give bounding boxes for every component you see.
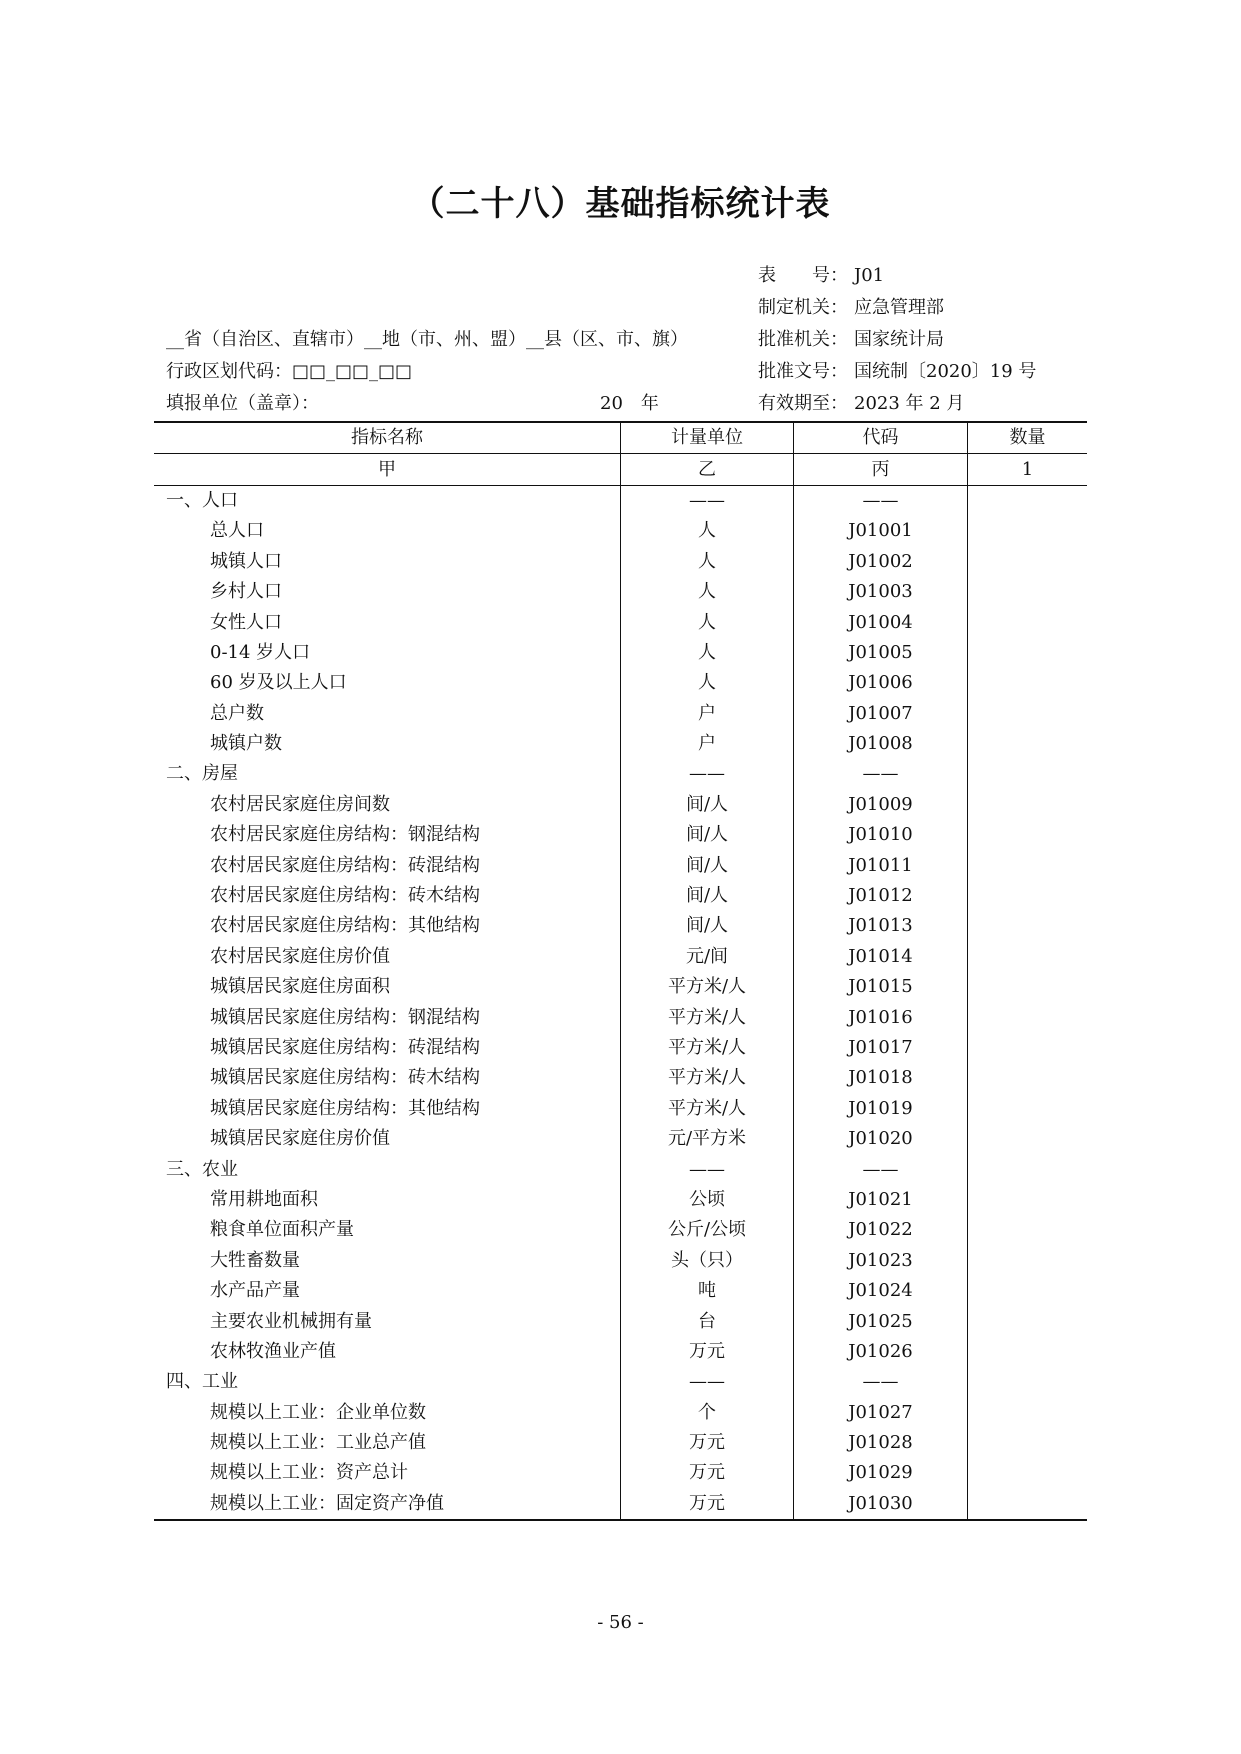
unit-cell: 公斤/公顷 bbox=[621, 1215, 794, 1245]
quantity-input-cell[interactable] bbox=[968, 820, 1088, 850]
quantity-input-cell[interactable] bbox=[968, 1154, 1088, 1184]
table-row bbox=[154, 820, 1087, 850]
code-cell: J01020 bbox=[794, 1124, 968, 1154]
code-cell: J01019 bbox=[794, 1094, 968, 1124]
quantity-input-cell[interactable] bbox=[968, 668, 1088, 698]
unit-cell: 头（只） bbox=[621, 1246, 794, 1276]
indicator-name-cell: 水产品产量 bbox=[210, 1280, 300, 1302]
unit-cell: 平方米/人 bbox=[621, 1094, 794, 1124]
quantity-input-cell[interactable] bbox=[968, 1094, 1088, 1124]
section-row bbox=[154, 1154, 1087, 1184]
quantity-input-cell[interactable] bbox=[968, 1306, 1088, 1336]
indicator-name-cell: 规模以上工业：资产总计 bbox=[210, 1462, 408, 1484]
code-cell: J01029 bbox=[794, 1458, 968, 1488]
code-cell: J01014 bbox=[794, 942, 968, 972]
issuer-label: 制定机关： bbox=[758, 297, 848, 318]
indicator-name-cell: 一、人口 bbox=[166, 489, 238, 511]
quantity-input-cell[interactable] bbox=[968, 790, 1088, 820]
approval-doc-value: 国统制〔2020〕19 号 bbox=[854, 361, 1037, 382]
code-cell: J01022 bbox=[794, 1215, 968, 1245]
quantity-input-cell[interactable] bbox=[968, 1489, 1088, 1520]
indicator-name-cell: 总人口 bbox=[210, 520, 264, 542]
quantity-input-cell[interactable] bbox=[968, 1215, 1088, 1245]
table-row bbox=[154, 881, 1087, 911]
code-cell: J01021 bbox=[794, 1185, 968, 1215]
quantity-input-cell[interactable] bbox=[968, 942, 1088, 972]
indicator-name-cell: 规模以上工业：工业总产值 bbox=[210, 1432, 426, 1454]
unit-cell: 万元 bbox=[621, 1337, 794, 1367]
indicator-name-cell: 农村居民家庭住房结构：砖混结构 bbox=[210, 854, 480, 876]
reporting-unit-label: 填报单位（盖章）： bbox=[166, 393, 319, 414]
unit-cell: 台 bbox=[621, 1306, 794, 1336]
indicator-name-cell: 0-14 岁人口 bbox=[210, 641, 311, 663]
unit-cell: 人 bbox=[621, 638, 794, 668]
quantity-input-cell[interactable] bbox=[968, 1458, 1088, 1488]
unit-cell: 人 bbox=[621, 577, 794, 607]
code-cell: J01015 bbox=[794, 972, 968, 1002]
code-cell: J01010 bbox=[794, 820, 968, 850]
table-number-label: 表 号： bbox=[758, 265, 848, 286]
approver-row bbox=[758, 324, 1036, 356]
unit-cell: 元/平方米 bbox=[621, 1124, 794, 1154]
unit-cell: 平方米/人 bbox=[621, 1002, 794, 1032]
table-row bbox=[154, 729, 1087, 759]
quantity-input-cell[interactable] bbox=[968, 1367, 1088, 1397]
quantity-input-cell[interactable] bbox=[968, 485, 1088, 516]
indicator-name-cell: 城镇户数 bbox=[210, 733, 282, 755]
unit-cell: 平方米/人 bbox=[621, 1063, 794, 1093]
table-row bbox=[154, 547, 1087, 577]
subheader-yi: 乙 bbox=[621, 454, 794, 485]
code-cell: J01016 bbox=[794, 1002, 968, 1032]
quantity-input-cell[interactable] bbox=[968, 1185, 1088, 1215]
table-row bbox=[154, 1124, 1087, 1154]
code-cell: J01011 bbox=[794, 850, 968, 880]
indicator-name-cell: 总户数 bbox=[210, 702, 264, 724]
unit-cell: 间/人 bbox=[621, 850, 794, 880]
section-row bbox=[154, 759, 1087, 789]
quantity-input-cell[interactable] bbox=[968, 577, 1088, 607]
quantity-input-cell[interactable] bbox=[968, 972, 1088, 1002]
unit-cell: 平方米/人 bbox=[621, 972, 794, 1002]
code-cell: J01012 bbox=[794, 881, 968, 911]
unit-cell: 个 bbox=[621, 1398, 794, 1428]
subheader-bing: 丙 bbox=[794, 454, 968, 485]
table-row bbox=[154, 607, 1087, 637]
table-row bbox=[154, 1337, 1087, 1367]
indicator-name-cell: 常用耕地面积 bbox=[210, 1188, 318, 1210]
unit-cell: 间/人 bbox=[621, 820, 794, 850]
table-row bbox=[154, 850, 1087, 880]
unit-cell: 人 bbox=[621, 516, 794, 546]
quantity-input-cell[interactable] bbox=[968, 1398, 1088, 1428]
indicator-name-cell: 规模以上工业：企业单位数 bbox=[210, 1401, 426, 1423]
code-cell: J01030 bbox=[794, 1489, 968, 1520]
quantity-input-cell[interactable] bbox=[968, 759, 1088, 789]
table-row bbox=[154, 1246, 1087, 1276]
indicator-name-cell: 60 岁及以上人口 bbox=[210, 672, 347, 694]
table-row bbox=[154, 1428, 1087, 1458]
report-year: 20 年 bbox=[600, 393, 659, 414]
code-cell: —— bbox=[794, 759, 968, 789]
approval-doc-row bbox=[758, 356, 1036, 388]
unit-cell: 户 bbox=[621, 729, 794, 759]
unit-cell: 万元 bbox=[621, 1489, 794, 1520]
code-cell: J01024 bbox=[794, 1276, 968, 1306]
approval-doc-label: 批准文号： bbox=[758, 361, 848, 382]
table-row bbox=[154, 668, 1087, 698]
code-cell: J01003 bbox=[794, 577, 968, 607]
table-row bbox=[154, 972, 1087, 1002]
code-cell: J01018 bbox=[794, 1063, 968, 1093]
table-row bbox=[154, 1398, 1087, 1428]
quantity-input-cell[interactable] bbox=[968, 607, 1088, 637]
code-cell: J01028 bbox=[794, 1428, 968, 1458]
issuer-row bbox=[758, 292, 1036, 324]
quantity-input-cell[interactable] bbox=[968, 850, 1088, 880]
header-unit: 计量单位 bbox=[621, 422, 794, 454]
unit-cell: 人 bbox=[621, 547, 794, 577]
quantity-input-cell[interactable] bbox=[968, 1002, 1088, 1032]
approver-label: 批准机关： bbox=[758, 329, 848, 350]
code-cell: J01008 bbox=[794, 729, 968, 759]
table-row bbox=[154, 1094, 1087, 1124]
table-row bbox=[154, 699, 1087, 729]
table-row bbox=[154, 1489, 1087, 1520]
quantity-input-cell[interactable] bbox=[968, 1124, 1088, 1154]
quantity-input-cell[interactable] bbox=[968, 516, 1088, 546]
quantity-input-cell[interactable] bbox=[968, 729, 1088, 759]
table-row bbox=[154, 942, 1087, 972]
header-indicator-name: 指标名称 bbox=[154, 422, 621, 454]
indicator-name-cell: 城镇人口 bbox=[210, 550, 282, 572]
quantity-input-cell[interactable] bbox=[968, 699, 1088, 729]
unit-cell: 人 bbox=[621, 668, 794, 698]
quantity-input-cell[interactable] bbox=[968, 881, 1088, 911]
table-row bbox=[154, 1276, 1087, 1306]
indicator-name-cell: 大牲畜数量 bbox=[210, 1249, 300, 1271]
code-cell: —— bbox=[794, 1154, 968, 1184]
code-cell: J01002 bbox=[794, 547, 968, 577]
indicator-name-cell: 规模以上工业：固定资产净值 bbox=[154, 1489, 621, 1520]
table-row bbox=[154, 911, 1087, 941]
unit-cell: —— bbox=[621, 1367, 794, 1397]
valid-until-row bbox=[758, 388, 1036, 420]
unit-cell: 万元 bbox=[621, 1458, 794, 1488]
table-row bbox=[154, 577, 1087, 607]
table-header-row bbox=[154, 422, 1087, 454]
table-subheader-row bbox=[154, 454, 1087, 485]
header-code: 代码 bbox=[794, 422, 968, 454]
indicator-name-cell: 城镇居民家庭住房面积 bbox=[210, 976, 390, 998]
code-cell: J01027 bbox=[794, 1398, 968, 1428]
valid-until-label: 有效期至： bbox=[758, 393, 848, 414]
approver-value: 国家统计局 bbox=[854, 329, 944, 350]
indicator-name-cell: 粮食单位面积产量 bbox=[210, 1219, 354, 1241]
section-row bbox=[154, 1367, 1087, 1397]
page-number: - 56 - bbox=[597, 1612, 644, 1633]
quantity-input-cell[interactable] bbox=[968, 1033, 1088, 1063]
indicator-name-cell: 城镇居民家庭住房结构：其他结构 bbox=[210, 1097, 480, 1119]
indicator-name-cell: 四、工业 bbox=[166, 1371, 238, 1393]
unit-cell: —— bbox=[621, 485, 794, 516]
unit-cell: 吨 bbox=[621, 1276, 794, 1306]
page-title: （二十八）基础指标统计表 bbox=[410, 184, 831, 224]
valid-until-value: 2023 年 2 月 bbox=[854, 393, 965, 414]
unit-cell: 间/人 bbox=[621, 881, 794, 911]
table-row bbox=[154, 1458, 1087, 1488]
form-meta-block bbox=[758, 260, 1036, 420]
table-body bbox=[154, 485, 1087, 1520]
unit-cell: 间/人 bbox=[621, 911, 794, 941]
code-cell: J01017 bbox=[794, 1033, 968, 1063]
region-line: __省（自治区、直辖市）__地（市、州、盟）__县（区、市、旗） bbox=[166, 329, 688, 350]
table-row bbox=[154, 1063, 1087, 1093]
quantity-input-cell[interactable] bbox=[968, 1246, 1088, 1276]
indicator-name-cell: 农村居民家庭住房结构：砖木结构 bbox=[210, 885, 480, 907]
indicator-name-cell: 农村居民家庭住房结构：钢混结构 bbox=[210, 824, 480, 846]
quantity-input-cell[interactable] bbox=[968, 638, 1088, 668]
indicator-name-cell: 农林牧渔业产值 bbox=[210, 1340, 336, 1362]
subheader-1: 1 bbox=[968, 454, 1088, 485]
quantity-input-cell[interactable] bbox=[968, 547, 1088, 577]
indicator-name-cell: 乡村人口 bbox=[210, 581, 282, 603]
quantity-input-cell[interactable] bbox=[968, 1276, 1088, 1306]
code-cell: J01025 bbox=[794, 1306, 968, 1336]
code-cell: J01009 bbox=[794, 790, 968, 820]
code-cell: J01023 bbox=[794, 1246, 968, 1276]
table-row bbox=[154, 1002, 1087, 1032]
admin-code-field: 行政区划代码：□□_□□_□□ bbox=[166, 361, 413, 382]
table-number-row bbox=[758, 260, 1036, 292]
indicator-name-cell: 农村居民家庭住房价值 bbox=[210, 945, 390, 967]
unit-cell: 平方米/人 bbox=[621, 1033, 794, 1063]
table-row bbox=[154, 638, 1087, 668]
indicator-name-cell: 女性人口 bbox=[210, 611, 282, 633]
quantity-input-cell[interactable] bbox=[968, 911, 1088, 941]
quantity-input-cell[interactable] bbox=[968, 1063, 1088, 1093]
code-cell: —— bbox=[794, 485, 968, 516]
code-cell: —— bbox=[794, 1367, 968, 1397]
indicator-name-cell: 三、农业 bbox=[166, 1158, 238, 1180]
code-cell: J01006 bbox=[794, 668, 968, 698]
section-row bbox=[154, 485, 1087, 516]
code-cell: J01007 bbox=[794, 699, 968, 729]
code-cell: J01005 bbox=[794, 638, 968, 668]
code-cell: J01026 bbox=[794, 1337, 968, 1367]
unit-cell: 间/人 bbox=[621, 790, 794, 820]
indicator-name-cell: 城镇居民家庭住房价值 bbox=[210, 1128, 390, 1150]
code-cell: J01001 bbox=[794, 516, 968, 546]
subheader-jia: 甲 bbox=[154, 454, 621, 485]
indicator-name-cell: 农村居民家庭住房间数 bbox=[210, 793, 390, 815]
quantity-input-cell[interactable] bbox=[968, 1337, 1088, 1367]
code-cell: J01004 bbox=[794, 607, 968, 637]
table-row bbox=[154, 790, 1087, 820]
table-number-value: J01 bbox=[854, 265, 885, 286]
indicator-table bbox=[154, 421, 1087, 1521]
header-quantity: 数量 bbox=[968, 422, 1088, 454]
unit-cell: 万元 bbox=[621, 1428, 794, 1458]
indicator-name-cell: 城镇居民家庭住房结构：砖混结构 bbox=[210, 1037, 480, 1058]
indicator-name-cell: 城镇居民家庭住房结构：砖木结构 bbox=[210, 1067, 480, 1089]
unit-cell: —— bbox=[621, 759, 794, 789]
table-row bbox=[154, 1215, 1087, 1245]
code-cell: J01013 bbox=[794, 911, 968, 941]
indicator-name-cell: 农村居民家庭住房结构：其他结构 bbox=[210, 915, 480, 937]
table-row bbox=[154, 1185, 1087, 1215]
unit-cell: 元/间 bbox=[621, 942, 794, 972]
unit-cell: 公顷 bbox=[621, 1185, 794, 1215]
table-row bbox=[154, 1033, 1087, 1063]
table-row bbox=[154, 1306, 1087, 1336]
indicator-name-cell: 城镇居民家庭住房结构：钢混结构 bbox=[210, 1006, 480, 1028]
table-row bbox=[154, 516, 1087, 546]
indicator-name-cell: 主要农业机械拥有量 bbox=[210, 1310, 372, 1332]
unit-cell: 人 bbox=[621, 607, 794, 637]
issuer-value: 应急管理部 bbox=[854, 297, 944, 318]
indicator-name-cell: 二、房屋 bbox=[166, 763, 238, 785]
unit-cell: 户 bbox=[621, 699, 794, 729]
quantity-input-cell[interactable] bbox=[968, 1428, 1088, 1458]
unit-cell: —— bbox=[621, 1154, 794, 1184]
